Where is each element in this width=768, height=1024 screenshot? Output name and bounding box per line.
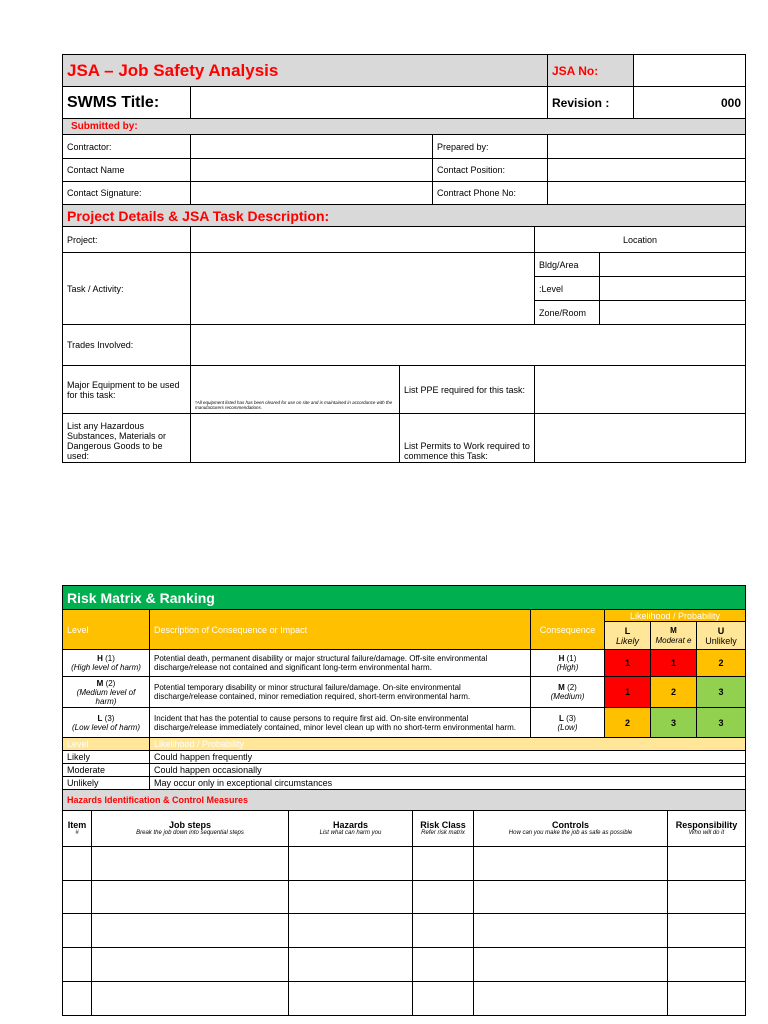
ppe-label: List PPE required for this task:: [400, 366, 535, 414]
hazard-field[interactable]: [289, 914, 413, 948]
contractor-field[interactable]: [191, 135, 433, 159]
hazard-field[interactable]: [289, 881, 413, 914]
contact-name-field[interactable]: [191, 159, 433, 182]
hazardous-label: List any Hazardous Substances, Materials or Dangerous Goods to be used:: [63, 414, 191, 463]
lik-l: L Likely: [605, 622, 651, 650]
risk-heading: Risk Matrix & Ranking: [63, 586, 746, 610]
likelihood-header: Likelihood / Probability: [605, 610, 746, 622]
item-field[interactable]: [63, 881, 92, 914]
hazard-row: [63, 914, 746, 948]
likelihood-level: Likely: [63, 751, 150, 764]
matrix-cell: 2: [697, 650, 746, 677]
matrix-cell: 1: [605, 650, 651, 677]
contact-name-label: Contact Name: [63, 159, 191, 182]
hazard-field[interactable]: [289, 948, 413, 982]
lik-u: U Unlikely: [697, 622, 746, 650]
hazard-row: [63, 948, 746, 982]
jsa-header: [62, 54, 746, 87]
swms-title-field[interactable]: [191, 87, 548, 119]
submitted-heading: Submitted by:: [63, 119, 746, 135]
hazard-row: [63, 847, 746, 881]
col-level: Level: [63, 610, 150, 650]
ppe-field[interactable]: [535, 366, 746, 414]
responsibility-field[interactable]: [668, 881, 746, 914]
equipment-note: *All equipment listed has has been cleared for use on site and is maintained in accordance with the manufacturers recommendations.: [191, 366, 400, 414]
likelihood-row: [63, 751, 746, 764]
hazard-field[interactable]: [289, 847, 413, 881]
level-cell: M (2) (Medium level of harm): [63, 677, 150, 708]
prepared-by-label: Prepared by:: [433, 135, 548, 159]
matrix-cell: 1: [651, 650, 697, 677]
submitted-table: [62, 118, 746, 205]
col-hazards: Hazards List what can harm you: [289, 811, 413, 847]
contact-position-field[interactable]: [548, 159, 746, 182]
likelihood-desc: Could happen frequently: [150, 751, 746, 764]
risk-row-high: [63, 650, 746, 677]
risk-class-field[interactable]: [413, 847, 474, 881]
item-field[interactable]: [63, 847, 92, 881]
col-job-steps: Job steps Break the job down into sequential steps: [92, 811, 289, 847]
description-cell: Potential death, permanent disability or major structural failure/damage. Off-site environmental discharge/release not contained and significant long-term environmental harm.: [150, 650, 531, 677]
project-field[interactable]: [191, 227, 535, 253]
consequence-cell: L (3) (Low): [531, 708, 605, 738]
task-field[interactable]: [191, 253, 535, 325]
controls-field[interactable]: [474, 847, 668, 881]
bldg-field[interactable]: [600, 253, 746, 277]
likelihood-row: [63, 777, 746, 790]
matrix-cell: 3: [697, 677, 746, 708]
contact-signature-label: Contact Signature:: [63, 182, 191, 205]
job-step-field[interactable]: [92, 847, 289, 881]
bldg-label: Bldg/Area: [535, 253, 600, 277]
responsibility-field[interactable]: [668, 847, 746, 881]
col-responsibility: Responsibility Who will do it: [668, 811, 746, 847]
risk-row-medium: [63, 677, 746, 708]
col-description: Description of Consequence or Impact: [150, 610, 531, 650]
risk-class-field[interactable]: [413, 881, 474, 914]
risk-class-field[interactable]: [413, 948, 474, 982]
likelihood-level: Unlikely: [63, 777, 150, 790]
likelihood-level: Moderate: [63, 764, 150, 777]
job-step-field[interactable]: [92, 948, 289, 982]
project-table: [62, 204, 746, 463]
likelihood-desc: Could happen occasionally: [150, 764, 746, 777]
location-label: Location: [535, 227, 746, 253]
controls-field[interactable]: [474, 948, 668, 982]
permits-field[interactable]: [535, 414, 746, 463]
zone-label: Zone/Room: [535, 301, 600, 325]
description-cell: Incident that has the potential to cause persons to require first aid. On-site environmental discharge/release immediately contained, minor level clean up with no short-term environmental harm.: [150, 708, 531, 738]
level-field[interactable]: [600, 277, 746, 301]
controls-field[interactable]: [474, 881, 668, 914]
trades-label: Trades Involved:: [63, 325, 191, 366]
equipment-label: Major Equipment to be used for this task:: [63, 366, 191, 414]
jsa-no-label: JSA No:: [548, 55, 634, 87]
item-field[interactable]: [63, 948, 92, 982]
revision-value[interactable]: 000: [634, 87, 746, 119]
hazardous-field[interactable]: [191, 414, 400, 463]
consequence-cell: M (2) (Medium): [531, 677, 605, 708]
prepared-by-field[interactable]: [548, 135, 746, 159]
sub-level: Level: [63, 738, 150, 751]
responsibility-field[interactable]: [668, 914, 746, 948]
contact-signature-field[interactable]: [191, 182, 433, 205]
hazards-heading: Hazards Identification & Control Measures: [63, 790, 746, 811]
job-step-field[interactable]: [92, 914, 289, 948]
task-label: Task / Activity:: [63, 253, 191, 325]
consequence-cell: H (1) (High): [531, 650, 605, 677]
col-risk-class: Risk Class Refer risk matrix: [413, 811, 474, 847]
permits-label: List Permits to Work required to commence this Task:: [400, 414, 535, 463]
hazards-table: [62, 789, 746, 1016]
job-step-field[interactable]: [92, 881, 289, 914]
lik-m: M Moderat e: [651, 622, 697, 650]
matrix-cell: 2: [651, 677, 697, 708]
trades-field[interactable]: [191, 325, 746, 366]
controls-field[interactable]: [474, 914, 668, 948]
matrix-cell: 3: [697, 708, 746, 738]
jsa-no-field[interactable]: [634, 55, 746, 87]
likelihood-row: [63, 764, 746, 777]
contractor-label: Contractor:: [63, 135, 191, 159]
matrix-cell: 2: [605, 708, 651, 738]
contract-phone-field[interactable]: [548, 182, 746, 205]
responsibility-field[interactable]: [668, 982, 746, 1016]
project-label: Project:: [63, 227, 191, 253]
job-step-field[interactable]: [92, 982, 289, 1016]
matrix-cell: 3: [651, 708, 697, 738]
description-cell: Potential temporary disability or minor structural failure/damage. On-site environmental discharge/release contained, minor remediation required, short-term environmental harm.: [150, 677, 531, 708]
risk-class-field[interactable]: [413, 982, 474, 1016]
swms-title-label: SWMS Title:: [63, 87, 191, 119]
col-item: Item #: [63, 811, 92, 847]
col-controls: Controls How can you make the job as safe as possible: [474, 811, 668, 847]
hazard-row: [63, 982, 746, 1016]
item-field[interactable]: [63, 914, 92, 948]
hazard-field[interactable]: [289, 982, 413, 1016]
form-title: JSA – Job Safety Analysis: [63, 55, 548, 87]
revision-label: Revision :: [548, 87, 634, 119]
hazard-row: [63, 881, 746, 914]
zone-field[interactable]: [600, 301, 746, 325]
risk-row-low: [63, 708, 746, 738]
col-consequence: Consequence: [531, 610, 605, 650]
matrix-cell: 1: [605, 677, 651, 708]
responsibility-field[interactable]: [668, 948, 746, 982]
controls-field[interactable]: [474, 982, 668, 1016]
contract-phone-label: Contract Phone No:: [433, 182, 548, 205]
project-heading: Project Details & JSA Task Description:: [63, 205, 746, 227]
level-cell: H (1) (High level of harm): [63, 650, 150, 677]
item-field[interactable]: [63, 982, 92, 1016]
swms-row: [62, 86, 746, 119]
likelihood-desc: May occur only in exceptional circumstances: [150, 777, 746, 790]
risk-matrix: [62, 585, 746, 790]
risk-class-field[interactable]: [413, 914, 474, 948]
contact-position-label: Contact Position:: [433, 159, 548, 182]
sub-likelihood: Likelihood / Probability: [150, 738, 746, 751]
level-cell: L (3) (Low level of harm): [63, 708, 150, 738]
level-label: :Level: [535, 277, 600, 301]
